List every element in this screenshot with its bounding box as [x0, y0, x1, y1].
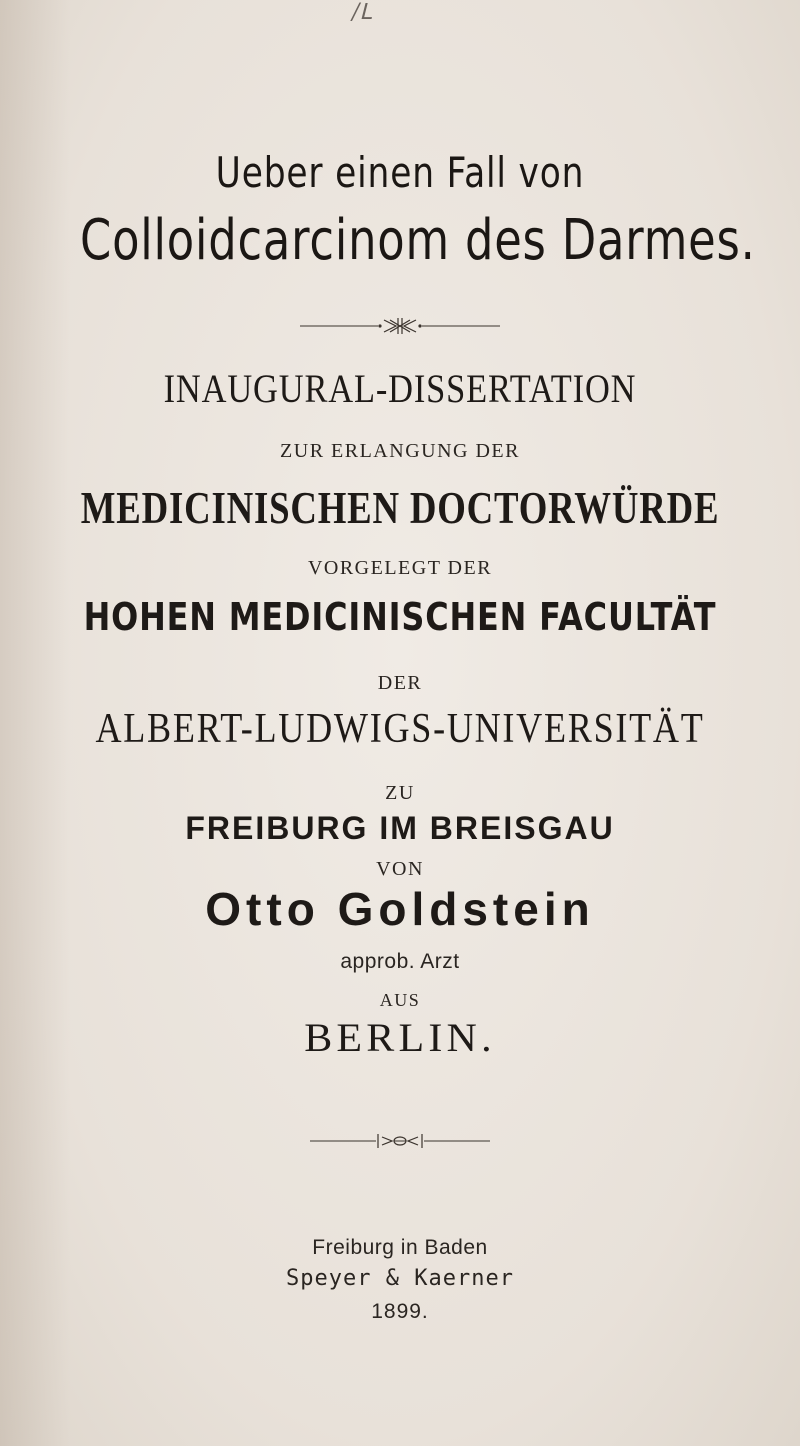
der-text: DER [377, 672, 423, 694]
author-name: Otto Goldstein [205, 883, 595, 935]
title-line-2: Colloidcarcinom des Darmes. [80, 208, 756, 273]
imprint-publisher: Speyer & Kaerner [286, 1266, 514, 1291]
hometown-heading: BERLIN. [304, 1015, 496, 1060]
imprint-year: 1899. [371, 1300, 429, 1323]
von-text: VON [376, 858, 424, 880]
faculty-heading: HOHEN MEDICINISCHEN FACULTÄT [83, 595, 717, 639]
dissertation-heading: INAUGURAL-DISSERTATION [163, 366, 637, 411]
zur-erlangung-text: ZUR ERLANGUNG DER [280, 440, 520, 462]
title-line-1: Ueber einen Fall von [215, 148, 585, 197]
doctorwuerde-heading: MEDICINISCHEN DOCTORWÜRDE [80, 482, 720, 533]
author-title: approb. Arzt [340, 950, 460, 973]
pencil-annotation: /ᒪ [352, 0, 372, 25]
imprint-place: Freiburg in Baden [312, 1236, 488, 1259]
university-heading: ALBERT-LUDWIGS-UNIVERSITÄT [95, 706, 705, 752]
ornament-divider-icon [300, 316, 500, 336]
city-heading: FREIBURG IM BREISGAU [185, 810, 615, 846]
zu-text: ZU [385, 782, 415, 804]
imprint-divider-icon [310, 1130, 490, 1152]
aus-text: AUS [379, 990, 421, 1010]
vorgelegt-text: VORGELEGT DER [307, 557, 493, 579]
